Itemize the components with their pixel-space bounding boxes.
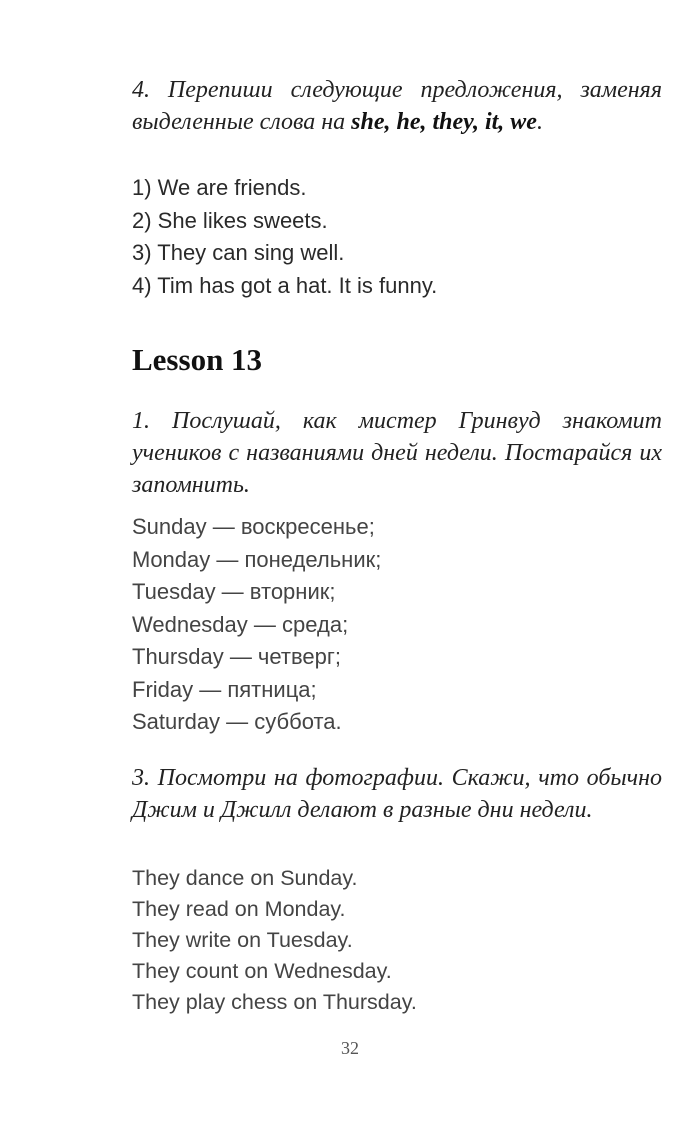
exercise-3-sentence: They read on Monday. [132,897,346,921]
day-item: Monday — понедельник; [132,546,382,572]
days-of-week-list [132,511,381,739]
day-item: Friday — пятница; [132,676,317,702]
page-number: 32 [341,1038,359,1058]
exercise-3-instruction: 3. Посмотри на фотографии. Скажи, что обычно Джим и Джилл делают в разные дни недели. [132,765,662,823]
exercise-4-sentence-list [132,172,437,302]
exercise-4-sentence: 3) They can sing well. [132,240,345,265]
day-item: Saturday — суббота. [132,709,342,734]
day-item: Sunday — воскресенье; [132,514,375,539]
exercise-3-sentence: They dance on Sunday. [132,866,358,890]
exercise-4-sentence: 4) Tim has got a hat. It is funny. [132,272,438,298]
day-item: Tuesday — вторник; [132,579,336,604]
day-item: Wednesday — среда; [132,611,349,637]
exercise-4-sentence: 2) She likes sweets. [132,207,328,233]
exercise-1-instruction: 1. Послушай, как мистер Гринвуд знакомит учеников с названиями дней недели. Постарайся их запомнить. [132,408,662,498]
exercise-3-sentence: They write on Tuesday. [132,928,353,952]
exercise-3-sentence-list [132,863,417,1018]
exercise-4-instruction-text: 4. Перепиши следующие предложения, заменяя выделенные слова на [132,77,662,135]
exercise-4-pronouns: she, he, they, it, we [351,109,537,135]
day-item: Thursday — четверг; [132,644,342,669]
exercise-3-sentence: They play chess on Thursday. [132,990,417,1014]
exercise-4-sentence: 1) We are friends. [132,175,307,200]
lesson-title: Lesson 13 [132,342,263,377]
exercise-4-instruction [132,74,662,138]
exercise-3-sentence: They count on Wednesday. [132,959,392,983]
exercise-4-instruction-end: . [536,109,543,135]
